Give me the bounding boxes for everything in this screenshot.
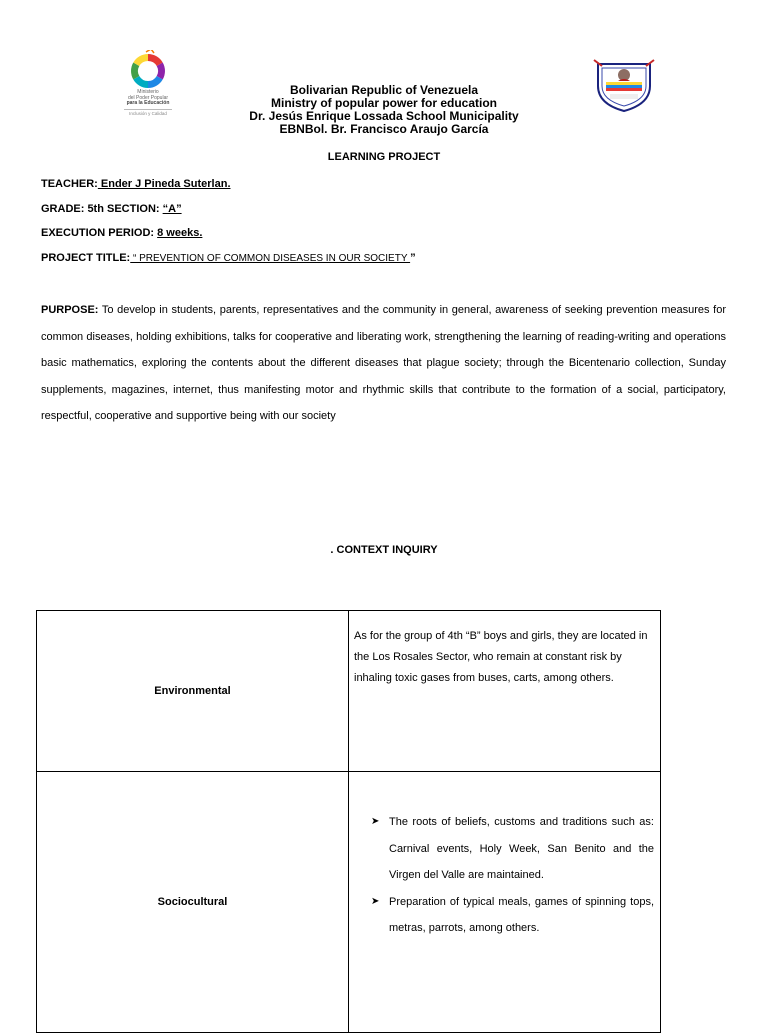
table-row — [37, 772, 661, 1033]
institution-header — [200, 84, 568, 136]
teacher-value: Ender J Pineda Suterlan. — [97, 178, 231, 190]
header-line: Bolivarian Republic of Venezuela — [289, 83, 479, 97]
project-title-label: PROJECT TITLE: — [41, 252, 131, 264]
row-content — [349, 611, 661, 772]
list-item — [371, 809, 654, 889]
purpose-label: PURPOSE: — [41, 304, 99, 316]
teacher-label: TEACHER: — [41, 178, 98, 190]
header-line: Dr. Jesús Enrique Lossada School Municipality — [249, 109, 519, 123]
document-title: LEARNING PROJECT — [327, 151, 441, 163]
ministry-tagline: Inclusión y Calidad — [124, 109, 172, 116]
context-heading: . CONTEXT INQUIRY — [330, 544, 438, 556]
purpose-paragraph — [41, 297, 726, 430]
list-item — [371, 889, 654, 942]
bullet-list — [349, 772, 660, 942]
project-title-line — [41, 252, 416, 264]
grade-label: GRADE: 5th SECTION: — [41, 203, 163, 215]
arrow-bullet-icon: ➤ — [371, 895, 380, 907]
list-item-text: Preparation of typical meals, games of spinning tops, metras, parrots, among others. — [389, 895, 654, 934]
section-value: “A” — [162, 203, 182, 215]
school-crest-logo-icon — [592, 56, 656, 114]
header-line: Ministry of popular power for education — [270, 96, 497, 110]
grade-line — [41, 203, 182, 215]
table-row — [37, 611, 661, 772]
period-value: 8 weeks. — [157, 227, 203, 239]
project-title-value: “ PREVENTION OF COMMON DISEASES IN OUR SOCIETY — [130, 253, 411, 264]
row-label: Environmental — [37, 611, 349, 772]
school-crest-logo — [592, 56, 656, 114]
period-line — [41, 227, 202, 239]
project-title-close: ” — [410, 252, 416, 264]
ministry-logo — [112, 50, 184, 128]
row-text: As for the group of 4th “B” boys and girls, they are located in the Los Rosales Sector, who remain at constant risk by inhaling toxic gases from buses, carts, among others. — [354, 630, 648, 684]
ministry-ring-logo-icon — [125, 50, 171, 90]
teacher-line — [41, 178, 231, 190]
ministry-logo-text: Ministerio del Poder Popular para la Educación — [126, 89, 170, 106]
purpose-text: To develop in students, parents, representatives and the community in general, awareness of seeking prevention measures for common diseases, holding exhibitions, talks for cooperative and liberating work, strengthening the learning of reading-writing and operations basic mathematics, exploring the contents about the different diseases that plague society; through the Bicentenario collection, Sunday supplements, magazines, internet, thus manifesting motor and rhythmic skills that contribute to the formation of a social, participatory, respectful, cooperative and supportive being with our society — [41, 304, 726, 422]
period-label: EXECUTION PERIOD: — [41, 227, 158, 239]
header-line: EBNBol. Br. Francisco Araujo García — [279, 122, 489, 136]
arrow-bullet-icon: ➤ — [371, 816, 380, 827]
row-label: Sociocultural — [37, 772, 349, 1033]
row-content — [349, 772, 661, 1033]
context-table — [36, 610, 661, 1033]
list-item-text: The roots of beliefs, customs and traditions such as: Carnival events, Holy Week, San Benito and the Virgen del Valle are maintained. — [389, 816, 654, 881]
